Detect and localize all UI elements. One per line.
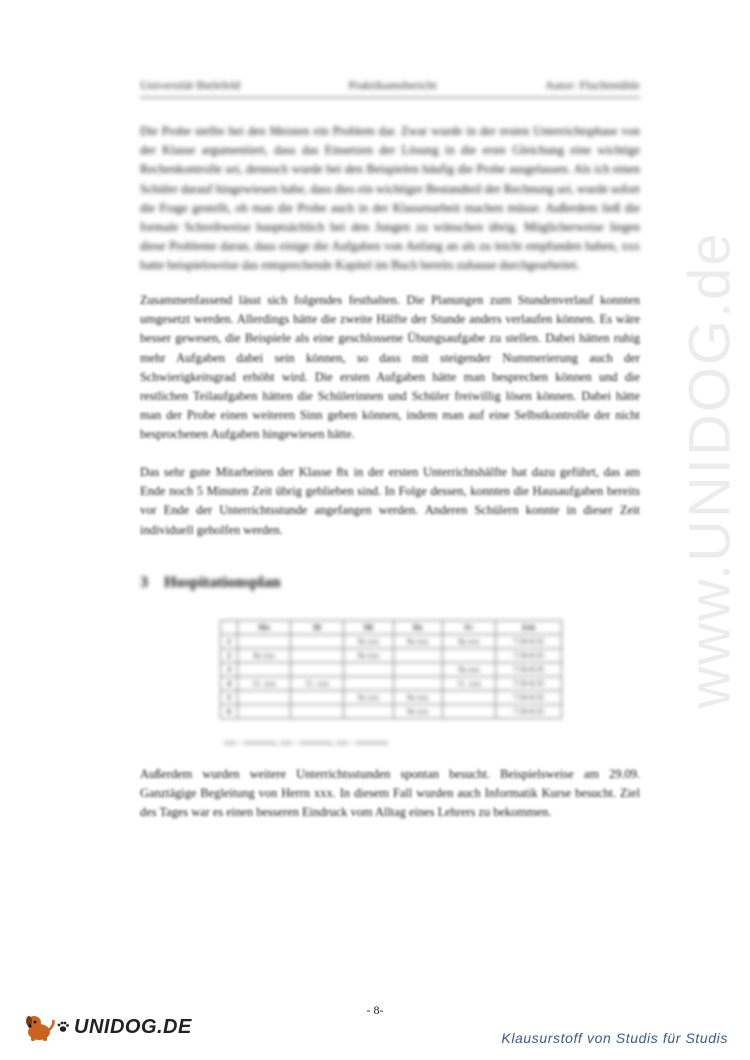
- section-number: 3: [140, 574, 148, 591]
- table-header-row: [221, 621, 562, 635]
- table-legend: xxx – xxxxxxxx, xxx – xxxxxxxx, xxx – xxxxxxxx: [224, 738, 388, 747]
- table-row: [221, 635, 562, 649]
- paw-icon: [56, 1020, 70, 1034]
- table-cell: 7:50-8:35: [496, 663, 562, 677]
- table-cell: [344, 663, 393, 677]
- table-row: [221, 649, 562, 663]
- table-header-cell: Di: [291, 621, 344, 635]
- table-cell: 11. xxx: [291, 677, 344, 691]
- table-cell: [442, 705, 495, 719]
- table-cell: [291, 635, 344, 649]
- header-rule: [140, 97, 640, 98]
- footer-tagline: Klausurstoff von Studis für Studis: [501, 1030, 728, 1046]
- schedule-table: [220, 620, 562, 719]
- table-row: [221, 705, 562, 719]
- table-header-cell: Do: [393, 621, 442, 635]
- table-cell: [344, 677, 393, 691]
- unidog-logo[interactable]: [22, 1012, 192, 1042]
- table-cell: 2: [221, 649, 238, 663]
- table-cell: 9a xxx: [344, 635, 393, 649]
- table-cell: 9a xxx: [393, 705, 442, 719]
- table-cell: 11. xxx: [238, 677, 291, 691]
- table-header-cell: Mi: [344, 621, 393, 635]
- page-number: - 8-: [366, 1003, 384, 1017]
- table-cell: 11. xxx: [442, 677, 495, 691]
- table-cell: 9a xxx: [442, 663, 495, 677]
- table-cell: 3: [221, 663, 238, 677]
- logo-text: UNIDOG.DE: [74, 1015, 192, 1038]
- table-cell: 9a xxx: [344, 649, 393, 663]
- section-title: Hospitationsplan: [164, 574, 281, 591]
- paragraph-probe: Die Probe stellte bei den Meisten ein Problem dar. Zwar wurde in der ersten Unterrichtsphase von der Klasse argumentiert, dass das Einsetzen der Lösung in die erste Gleichung eine wichtige Rechenkontrolle sei, dennoch wurde bei den Beispielen häufig die Probe ausgelassen. Als ich einen Schüler darauf hingewiesen habe, dass dies ein wichtiger Bestandteil der Rechnung sei, wurde sofort die Frage gestellt, ob man die Probe auch in der Klassenarbeit machen müsse. Außerdem ließ die formale Schreibweise hauptsächlich bei den Jungen zu wünschen übrig. Möglicherweise liegen diese Probleme daran, dass einige die Aufgaben von Anfang an als zu leicht empfunden haben, xxx hatte beispielsweise das entsprechende Kapitel im Buch bereits zuhause durchgearbeitet.: [140, 124, 640, 273]
- table-cell: 1: [221, 635, 238, 649]
- header-center: Praktikumsbericht: [348, 78, 437, 92]
- table-header-cell: Fr: [442, 621, 495, 635]
- table-cell: 7:50-8:35: [496, 635, 562, 649]
- section-heading: [140, 574, 280, 592]
- table-cell: 7:50-8:35: [496, 691, 562, 705]
- dog-mascot-icon: [22, 1012, 56, 1042]
- table-cell: [442, 691, 495, 705]
- table-cell: 8a xxx: [238, 649, 291, 663]
- header-right: Autor: Fluchtmühle: [544, 78, 640, 92]
- table-cell: [291, 663, 344, 677]
- paragraph-cooperation: Das sehr gute Mitarbeiten der Klasse 8x in der ersten Unterrichtshälfte hat dazu geführt, das am Ende noch 5 Minuten Zeit übrig geblieben sind. In Folge dessen, konnten die Hausaufgaben bereits vor Ende der Unterrichtsstunde angefangen werden. Anderen Schülern konnte in dieser Zeit individuell geholfen werden.: [140, 465, 640, 537]
- table-cell: 5: [221, 691, 238, 705]
- table-cell: 7:50-8:35: [496, 705, 562, 719]
- table-cell: [238, 691, 291, 705]
- table-cell: 6: [221, 705, 238, 719]
- paragraph-summary: Zusammenfassend lässt sich folgendes festhalten. Die Planungen zum Stundenverlauf konnten umgesetzt werden. Allerdings hätte die zweite Hälfte der Stunde anders verlaufen können. Es wäre besser gewesen, die Beispiele als eine geschlossene Übungsaufgabe zu stellen. Dabei hätten ruhig mehr Aufgaben dabei sein können, so dass mit steigender Nummerierung auch der Schwierigkeitsgrad erhöht wird. Die ersten Aufgaben hätte man besprechen können und die restlichen Teilaufgaben hätten die Schülerinnen und Schüler freiwillig lösen können. Dabei hätte man der Probe einen weiteren Sinn geben können, indem man auf eine Selbstkontrolle der nicht besprochenen Aufgaben hingewiesen hätte.: [140, 293, 640, 442]
- table-row: [221, 663, 562, 677]
- table-cell: [344, 705, 393, 719]
- page-header: [140, 78, 640, 93]
- table-cell: 7:50-8:35: [496, 677, 562, 691]
- table-cell: [393, 649, 442, 663]
- table-cell: 9a xxx: [393, 691, 442, 705]
- table-cell: [442, 649, 495, 663]
- table-cell: [291, 691, 344, 705]
- table-cell: [238, 705, 291, 719]
- table-row: [221, 691, 562, 705]
- table-cell: 9a xxx: [344, 691, 393, 705]
- watermark: www.UNIDOG.de: [677, 231, 743, 709]
- table-cell: [291, 649, 344, 663]
- table-header-cell: Mo: [238, 621, 291, 635]
- header-left: Universität Bielefeld: [140, 78, 241, 92]
- table-cell: [393, 677, 442, 691]
- paragraph-visits: Außerdem wurden weitere Unterrichtsstunden spontan besucht. Beispielsweise am 29.09. Ganztägige Begleitung von Herrn xxx. In diesem Fall wurden auch Informatik Kurse besucht. Ziel des Tages war es einen besseren Eindruck vom Alltag eines Lehrers zu bekommen.: [140, 767, 640, 820]
- table-cell: 4: [221, 677, 238, 691]
- table-header-cell: Zeit: [496, 621, 562, 635]
- table-row: [221, 677, 562, 691]
- table-cell: 7:50-8:35: [496, 649, 562, 663]
- table-cell: [238, 635, 291, 649]
- table-cell: [238, 663, 291, 677]
- table-cell: [291, 705, 344, 719]
- table-cell: 8a xxx: [442, 635, 495, 649]
- table-cell: 9a xxx: [393, 635, 442, 649]
- table-header-cell: [221, 621, 238, 635]
- table-cell: [393, 663, 442, 677]
